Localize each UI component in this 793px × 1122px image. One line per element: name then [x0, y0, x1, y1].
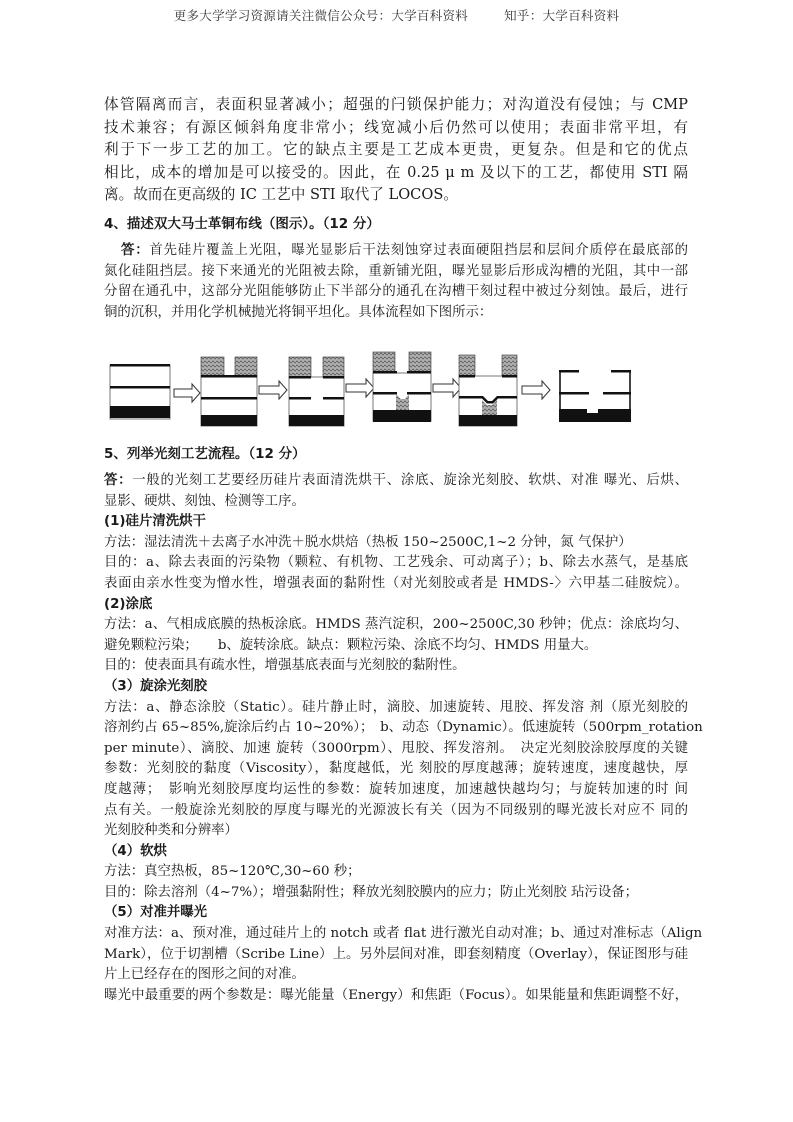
text-line: 体管隔离而言，表面积显著减小；超强的闩锁保护能力；对沟道没有侵蚀；与 CMP	[104, 96, 688, 113]
text-line: 光刻胶种类和分辨率）	[104, 823, 238, 839]
text-line: Mark），位于切割槽（Scribe Line）上。另外层间对准，即套刻精度（Overlay），保证图形与硅	[104, 946, 688, 962]
dual-damascene-diagram	[104, 340, 688, 430]
text-line: 答：首先硅片覆盖上光阻，曝光显影后干法刻蚀穿过表面硬阻挡层和层间介质停在最底部的	[121, 243, 688, 258]
question-4-answer	[104, 241, 688, 323]
text-line: 目的：使表面具有疏水性，增强基底表面与光刻胶的黏附性。	[104, 658, 466, 674]
text-line: 点有关。一般旋涂光刻胶的厚度与曝光的光源波长有关（因为不同级别的曝光波长对应不 同的	[104, 802, 688, 818]
question-4-title: 4、描述双大马士革铜布线（图示）。（12 分）	[104, 216, 380, 232]
process-step-4	[373, 352, 431, 422]
question-5-title: 5、列举光刻工艺流程。（12 分）	[104, 446, 306, 462]
text-line: 方法：真空热板，85~120℃,30~60 秒；	[104, 864, 361, 880]
text-line: 技术兼容；有源区倾斜角度非常小；线宽减小后仍然可以使用；表面非常平坦，有	[104, 118, 688, 136]
right-arrow-icon	[259, 381, 287, 399]
header-left-text: 更多大学学习资源请关注微信公众号：大学百科资料	[173, 8, 469, 23]
right-arrow-icon	[433, 379, 461, 397]
process-step-1	[110, 364, 170, 419]
text-line: 离。故而在更高级的 IC 工艺中 STI 取代了 LOCOS。	[104, 186, 458, 204]
intro-paragraph	[104, 94, 688, 207]
answer-label: 答：	[121, 243, 150, 258]
text-line: per minute）、滴胶、加速 旋转（3000rpm）、甩胶、挥发溶剂。 决定光刻胶涂胶厚度的关键	[104, 740, 688, 756]
text-line: 答：一般的光刻工艺要经历硅片表面清洗烘干、涂底、旋涂光刻胶、软烘、对准 曝光、后烘、	[104, 473, 688, 488]
text-line: 度越薄； 影响光刻胶厚度均运性的参数：旋转加速度，加速越快越均匀；与旋转加速的时 间	[104, 781, 688, 797]
text-line: 相比，成本的增加是可以接受的。因此，在 0.25 μ m 及以下的工艺，都使用 STI 隔	[104, 163, 688, 181]
text-line: 对准方法：a、预对准，通过硅片上的 notch 或者 flat 进行激光自动对准；b、通过对准标志（Align	[104, 926, 703, 942]
question-5-answer	[104, 471, 703, 1006]
text-line: 利于下一步工艺的加工。它的缺点主要是工艺成本更贵，更复杂。但是和它的优点	[104, 141, 688, 159]
text-line: 目的：除去溶剂（4~7%）；增强黏附性；释放光刻胶膜内的应力；防止光刻胶 玷污设备；	[104, 884, 638, 900]
process-step-3	[289, 357, 344, 426]
section-heading: (1)硅片清洗烘干	[104, 514, 206, 530]
right-arrow-icon	[174, 384, 200, 402]
text-line: 表面由亲水性变为憎水性，增强表面的黏附性（对光刻胶或者是 HMDS-〉六甲基二硅胺烷）。	[104, 575, 688, 591]
text-line: 参数：光刻胶的黏度（Viscosity），黏度越低，光 刻胶的厚度越薄；旋转速度，速度越快，厚	[104, 761, 688, 777]
section-heading: （5）对准并曝光	[104, 905, 208, 921]
right-arrow-icon	[346, 379, 374, 397]
section-heading: (2)涂底	[104, 596, 153, 612]
text-line: 片上已经存在的图形之间的对准。	[104, 967, 305, 983]
text-line: 曝光中最重要的两个参数是：曝光能量（Energy）和焦距（Focus）。如果能量和焦距调整不好，	[104, 987, 688, 1003]
section-heading: （4）软烘	[104, 843, 167, 859]
text-line: 氮化硅阻挡层。接下来通光的光阻被去除，重新铺光阻，曝光显影后形成沟槽的光阻，其中一部	[104, 263, 688, 279]
text-line: 溶剂约占 65~85%,旋涂后约占 10~20%）； b、动态（Dynamic）。低速旋转（500rpm_rotation	[104, 720, 703, 736]
text-line: 分留在通孔中，这部分光阻能够防止下半部分的通孔在沟槽干刻过程中被过分刻蚀。最后，进行	[104, 284, 688, 300]
text-line: 避免颗粒污染； b、旋转涂底。缺点：颗粒污染、涂底不均匀、HMDS 用量大。	[104, 637, 598, 653]
right-arrow-icon	[522, 381, 550, 399]
process-step-6	[559, 370, 631, 422]
text-line: 方法：a、气相成底膜的热板涂底。HMDS 蒸汽淀积，200~2500C,30 秒钟；优点：涂底均匀、	[104, 617, 688, 633]
text-line: 目的：a、除去表面的污染物（颗粒、有机物、工艺残余、可动离子）；b、除去水蒸气，是基底	[104, 555, 688, 571]
header-right-text: 知乎：大学百科资料	[504, 8, 620, 23]
section-heading: （3）旋涂光刻胶	[104, 678, 208, 694]
text-line: 方法：湿法清洗＋去离子水冲洗＋脱水烘焙（热板 150~2500C,1~2 分钟，氮 气保护）	[104, 534, 632, 550]
text-line: 铜的沉积，并用化学机械抛光将铜平坦化。具体流程如下图所示：	[104, 304, 493, 320]
process-step-2	[201, 357, 257, 426]
text-line: 方法：a、静态涂胶（Static）。硅片静止时，滴胶、加速旋转、甩胶、挥发溶 剂（原光刻胶的	[104, 699, 688, 715]
answer-label: 答：	[104, 473, 133, 488]
process-step-5	[459, 355, 517, 426]
text-line: 显影、硬烘、刻蚀、检测等工序。	[104, 493, 305, 509]
page-header	[0, 6, 793, 24]
